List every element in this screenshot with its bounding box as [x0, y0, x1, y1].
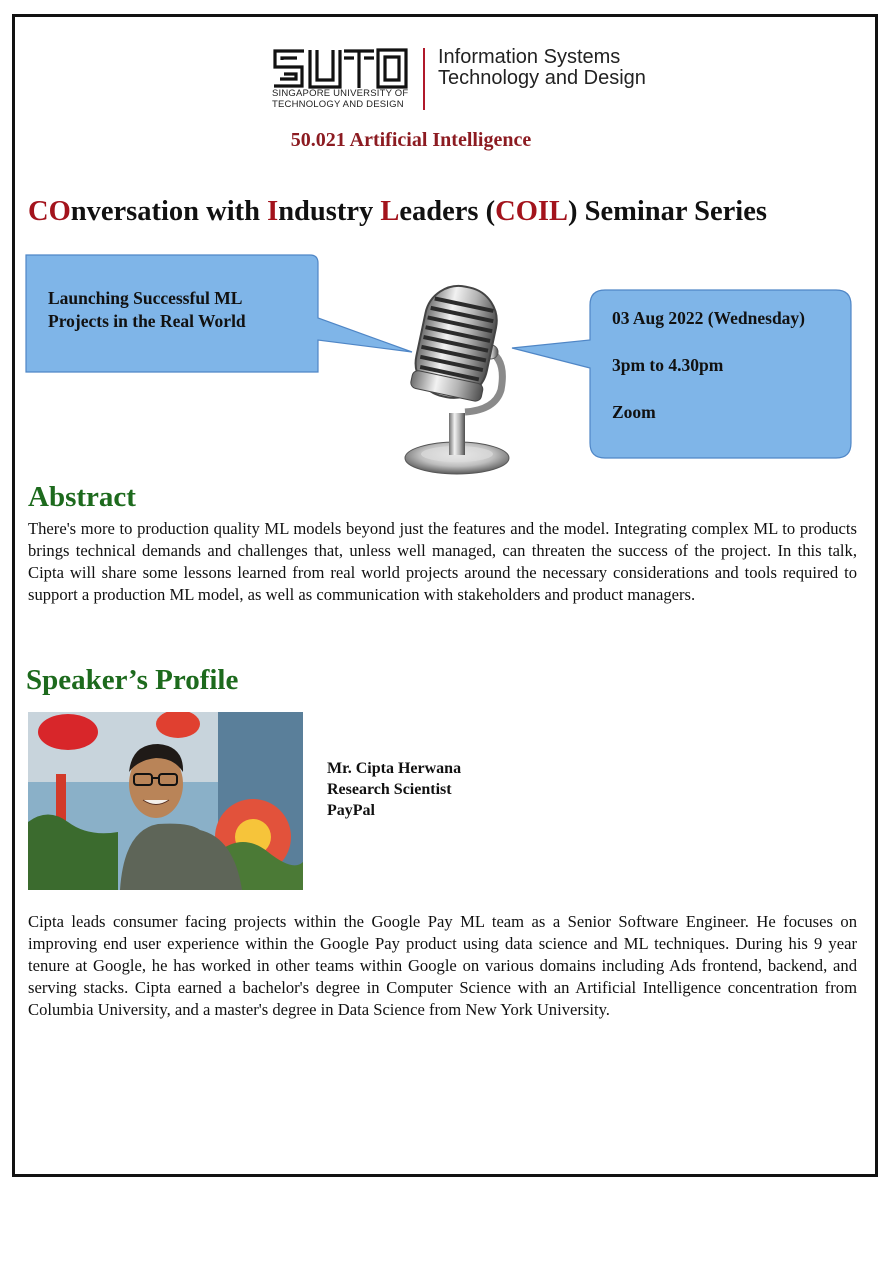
logo-divider — [423, 48, 425, 110]
microphone-icon — [395, 278, 525, 478]
speaker-company: PayPal — [327, 802, 375, 819]
event-venue: Zoom — [612, 402, 656, 422]
pillar-line-1: Information Systems — [438, 46, 621, 68]
speaker-details — [327, 758, 461, 821]
university-line-2: TECHNOLOGY AND DESIGN — [272, 99, 404, 110]
pillar-name — [438, 47, 646, 89]
series-title-i: I — [267, 196, 279, 227]
series-title-text-2: ndustry — [278, 196, 381, 227]
series-title-text-4: ) Seminar Series — [568, 196, 767, 227]
talk-title — [48, 287, 308, 333]
sutd-logo-icon — [272, 48, 410, 90]
abstract-heading: Abstract — [28, 481, 136, 513]
talk-title-line-2: Projects in the Real World — [48, 311, 246, 331]
university-name — [272, 88, 422, 110]
event-date: 03 Aug 2022 (Wednesday) — [612, 308, 806, 328]
event-details — [612, 308, 852, 449]
series-title-l: L — [380, 196, 400, 227]
abstract-body: There's more to production quality ML models beyond just the features and the model. Integrating complex ML to products brings technical demands and challenges that, unless well managed, can threaten the success of the project. In this talk, Cipta will share some lessons learned from real world projects around the necessary considerations and tools required to support a production ML model, as well as communication with stakeholders and product managers. — [28, 519, 857, 604]
series-title-co: CO — [28, 196, 71, 227]
series-title-text-3: eaders ( — [399, 196, 496, 227]
series-title-text-1: nversation with — [70, 196, 268, 227]
course-title: 50.021 Artificial Intelligence — [290, 129, 532, 151]
event-time: 3pm to 4.30pm — [612, 355, 724, 375]
speaker-name: Mr. Cipta Herwana — [327, 760, 462, 777]
series-title — [28, 196, 878, 228]
speaker-profile-heading: Speaker’s Profile — [26, 664, 239, 696]
speaker-role: Research Scientist — [327, 781, 452, 798]
speaker-bio: Cipta leads consumer facing projects within the Google Pay ML team as a Senior Software Engineer. He focuses on improving end user experience within the Google Pay product using data science and ML techniques. During his 9 year tenure at Google, he has worked in other teams within Google on various domains including Ads frontend, backend, and serving stacks. Cipta earned a bachelor's degree in Computer Science with an Artificial Intelligence concentration from Columbia University, and a master's degree in Data Science from New York University. — [28, 912, 857, 1019]
series-title-coil: COIL — [495, 196, 568, 227]
university-line-1: SINGAPORE UNIVERSITY OF — [272, 88, 409, 99]
pillar-line-2: Technology and Design — [438, 67, 646, 89]
talk-title-line-1: Launching Successful ML — [48, 288, 243, 308]
speaker-photo — [28, 712, 303, 890]
